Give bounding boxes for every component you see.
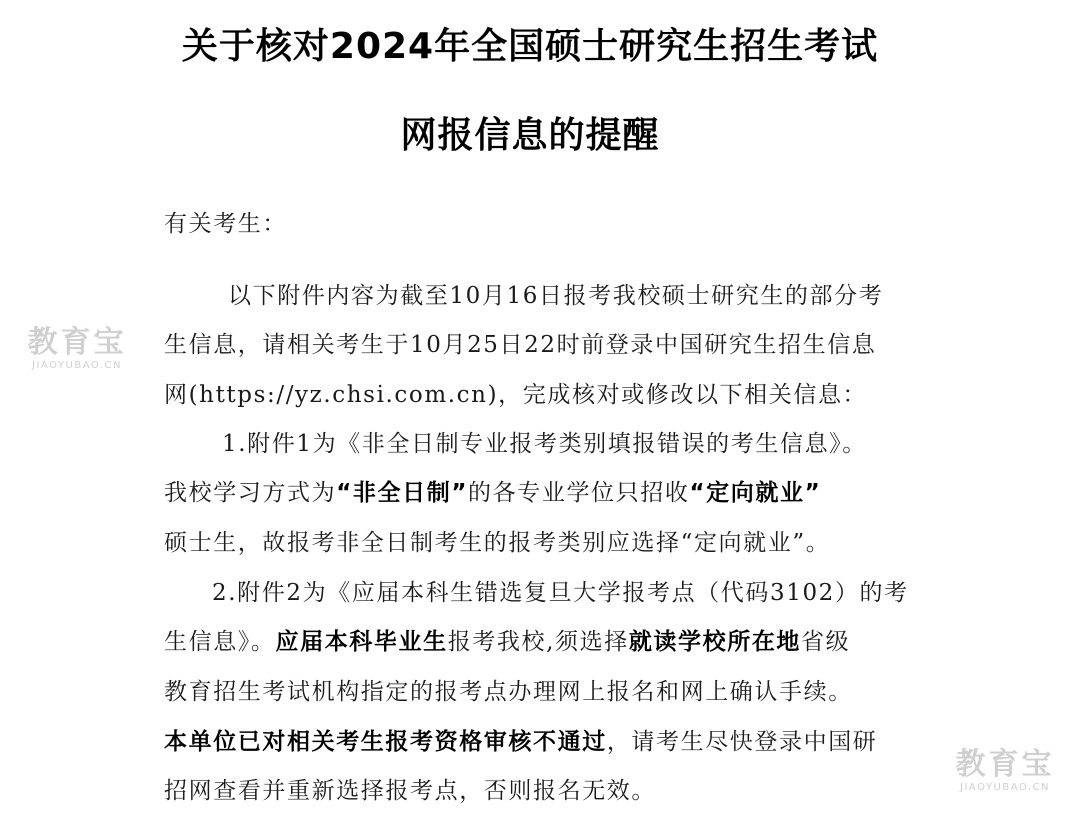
item2-line-3: 教育招生考试机构指定的报考点办理网上报名和网上确认手续。	[164, 679, 853, 705]
item2-line-4	[164, 727, 934, 757]
watermark-sub-text: JIAOYUBAO.CN	[32, 360, 122, 371]
item1-emphasis-part-time: “非全日制”	[336, 480, 469, 506]
item1-line-1: 1.附件1为《非全日制专业报考类别填报错误的考生信息》。	[222, 431, 867, 457]
document-title-line-2: 网报信息的提醒	[400, 115, 660, 156]
item1-emphasis-directed-employment: “定向就业”	[689, 480, 822, 506]
item2-line-2	[164, 627, 934, 657]
watermark-main-text: 教育宝	[955, 747, 1055, 782]
item2-line-2-text-a: 生信息》。	[164, 629, 276, 655]
salutation: 有关考生：	[164, 211, 287, 237]
item2-line-2-text-c: 报考我校,须选择	[447, 629, 629, 655]
item2-line-5: 招网查看并重新选择报考点，否则报名无效。	[164, 778, 656, 804]
watermark-logo-left	[12, 326, 142, 372]
item2-emphasis-school-location: 就读学校所在地	[628, 629, 802, 655]
item1-line-2-text-a: 我校学习方式为	[164, 480, 337, 506]
item2-emphasis-graduates: 应届本科毕业生	[275, 629, 448, 655]
watermark-sub-text: JIAOYUBAO.CN	[960, 782, 1050, 793]
document-title-line-1: 关于核对2024年全国硕士研究生招生考试	[181, 26, 879, 67]
item2-line-4-text-b: ，请考生尽快登录中国研	[606, 729, 878, 755]
intro-line-1: 以下附件内容为截至10月16日报考我校硕士研究生的部分考	[228, 283, 884, 309]
item1-line-2	[164, 478, 934, 508]
watermark-main-text: 教育宝	[27, 325, 127, 360]
item1-line-3: 硕士生，故报考非全日制考生的报考类别应选择“定向就业”。	[164, 530, 831, 556]
item2-emphasis-rejected: 本单位已对相关考生报考资格审核不通过	[164, 729, 607, 755]
intro-line-2: 生信息，请相关考生于10月25日22时前登录中国研究生招生信息	[164, 332, 877, 358]
intro-line-3: 网(https://yz.chsi.com.cn)，完成核对或修改以下相关信息：	[164, 382, 868, 408]
item2-line-1: 2.附件2为《应届本科生错选复旦大学报考点（代码3102）的考	[212, 580, 909, 606]
item2-line-2-text-e: 省级	[801, 629, 851, 655]
item1-line-2-text-c: 的各专业学位只招收	[468, 480, 690, 506]
watermark-logo-right	[940, 748, 1070, 794]
